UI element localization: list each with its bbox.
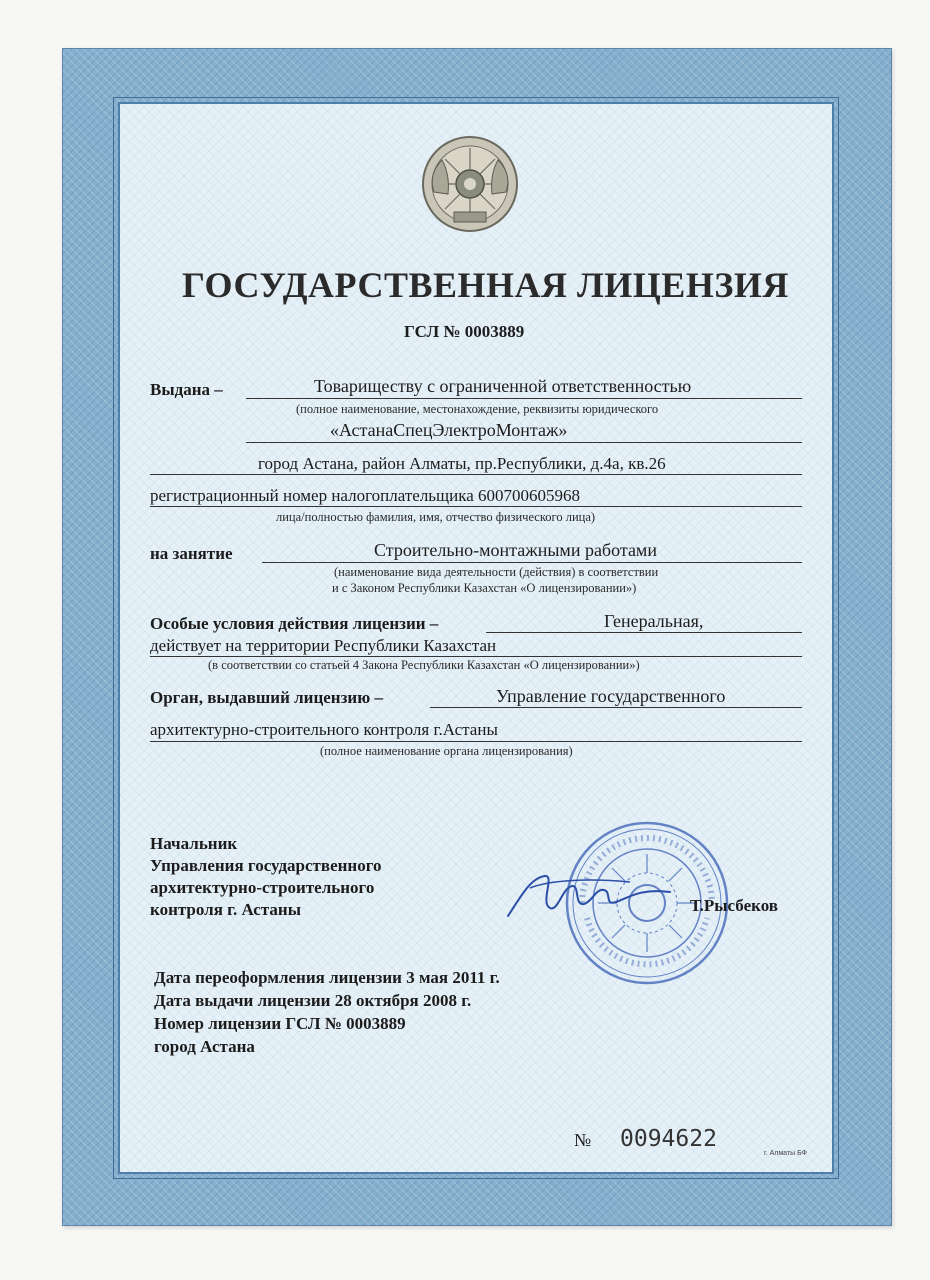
issued-to-caption2: лица/полностью фамилия, имя, отчество физического лица) [276,510,596,524]
state-emblem-icon [420,134,520,234]
issuing-body-caption: (полное наименование органа лицензирования) [320,744,573,758]
issued-to-caption1: (полное наименование, местонахождение, реквизиты юридического [296,402,659,416]
signatory-title-4: контроля г. Астаны [150,900,301,919]
license-number-header: ГСЛ № 0003889 [404,322,525,341]
underline [246,442,802,443]
underline [150,741,802,742]
conditions-label: Особые условия действия лицензии – [150,614,439,633]
taxpayer-number: регистрационный номер налогоплательщика 600700605968 [150,486,581,505]
issued-to-line1: Товариществу с ограниченной ответственностью [314,376,692,396]
issuing-body-line2: архитектурно-строительного контроля г.Астаны [150,720,498,739]
printer-mark: г. Алматы БФ [764,1150,807,1157]
issuing-body-label: Орган, выдавший лицензию – [150,688,383,707]
issued-to-label: Выдана – [150,380,223,399]
issuing-body-value: Управление государственного [496,686,726,706]
underline [150,656,802,657]
signatory-title-1: Начальник [150,834,238,853]
signatory-name: Т.Рысбеков [690,896,778,915]
conditions-caption: (в соответствии со статьей 4 Закона Республики Казахстан «О лицензировании») [208,658,640,672]
underline [150,506,802,507]
underline [150,474,802,475]
issue-date: Дата выдачи лицензии 28 октября 2008 г. [154,991,472,1010]
underline [486,632,802,633]
license-city: город Астана [154,1037,255,1056]
license-number: Номер лицензии ГСЛ № 0003889 [154,1014,406,1033]
conditions-territory: действует на территории Республики Казахстан [150,636,497,655]
reissue-date: Дата переоформления лицензии 3 мая 2011 г. [154,968,500,987]
signature-icon [500,858,680,928]
activity-caption2: и с Законом Республики Казахстан «О лицензировании») [332,581,637,595]
underline [262,562,802,563]
activity-label: на занятие [150,544,233,563]
activity-value: Строительно-монтажными работами [374,540,657,560]
company-address: город Астана, район Алматы, пр.Республики, д.4а, кв.26 [258,454,666,473]
signatory-title-3: архитектурно-строительного [150,878,375,897]
signatory-title-2: Управления государственного [150,856,382,875]
underline [246,398,802,399]
form-number-value: 0094622 [620,1126,717,1152]
company-name: «АстанаСпецЭлектроМонтаж» [330,420,568,440]
document-title: ГОСУДАРСТВЕННАЯ ЛИЦЕНЗИЯ [182,265,789,305]
underline [430,707,802,708]
form-number-symbol: № [574,1130,592,1150]
conditions-value: Генеральная, [604,611,704,631]
activity-caption1: (наименование вида деятельности (действия) в соответствии [334,565,659,579]
